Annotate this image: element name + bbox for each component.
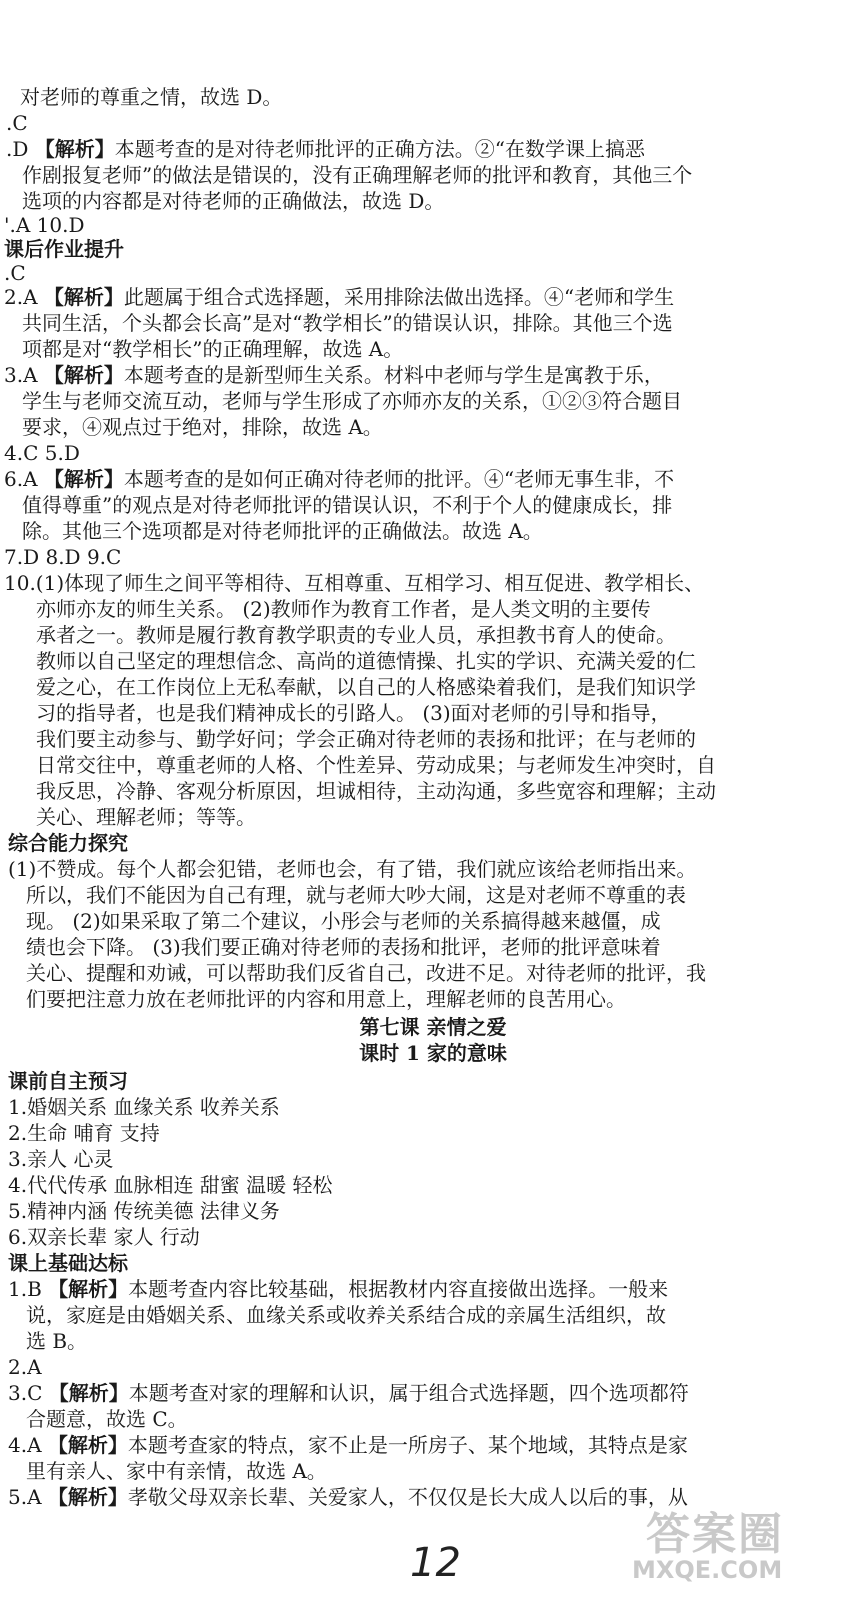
text-line: 所以，我们不能因为自己有理，就与老师大吵大闹，这是对老师不尊重的表 bbox=[26, 883, 686, 907]
watermark-logo bbox=[620, 1498, 860, 1598]
text-line: 里有亲人、家中有亲情，故选 A。 bbox=[26, 1459, 327, 1483]
text-line: 我反思，冷静、客观分析原因，坦诚相待，主动沟通，多些宽容和理解；主动 bbox=[36, 779, 716, 803]
text-line: 4.代代传承 血脉相连 甜蜜 温暖 轻松 bbox=[8, 1173, 333, 1197]
analysis-tag: 【解析】 bbox=[47, 1485, 128, 1509]
text-line: 7.D 8.D 9.C bbox=[4, 545, 122, 569]
text-line: 4.A 【解析】本题考查家的特点，家不止是一所房子、某个地域，其特点是家 bbox=[8, 1433, 688, 1457]
text-line: 习的指导者，也是我们精神成长的引路人。 (3)面对老师的引导和指导， bbox=[36, 701, 671, 725]
text-line: 们要把注意力放在老师批评的内容和用意上，理解老师的良苦用心。 bbox=[26, 987, 626, 1011]
text-line: 关心、理解老师；等等。 bbox=[36, 805, 256, 829]
text-line: 关心、提醒和劝诫，可以帮助我们反省自己，改进不足。对待老师的批评，我 bbox=[26, 961, 706, 985]
section-heading: 课后作业提升 bbox=[4, 237, 124, 261]
section-heading: 课上基础达标 bbox=[8, 1251, 128, 1275]
text-line: 要求，④观点过于绝对，排除，故选 A。 bbox=[22, 415, 383, 439]
text-line: 除。其他三个选项都是对待老师批评的正确做法。故选 A。 bbox=[22, 519, 543, 543]
analysis-tag: 【解析】 bbox=[47, 1433, 128, 1457]
text-line: 教师以自己坚定的理想信念、高尚的道德情操、扎实的学识、充满关爱的仁 bbox=[36, 649, 696, 673]
section-heading: 综合能力探究 bbox=[8, 831, 128, 855]
text-line: (1)不赞成。每个人都会犯错，老师也会，有了错，我们就应该给老师指出来。 bbox=[8, 857, 697, 881]
text-line: .C bbox=[4, 261, 26, 285]
text-line: 选 B。 bbox=[26, 1329, 88, 1353]
text-line: 1.B 【解析】本题考查内容比较基础，根据教材内容直接做出选择。一般来 bbox=[8, 1277, 669, 1301]
text-line: 选项的内容都是对待老师的正确做法，故选 D。 bbox=[22, 189, 445, 213]
text-line: 6.A 【解析】本题考查的是如何正确对待老师的批评。④“老师无事生非，不 bbox=[4, 467, 675, 491]
text-line: 爱之心，在工作岗位上无私奉献，以自己的人格感染着我们，是我们知识学 bbox=[36, 675, 696, 699]
text-line: 4.C 5.D bbox=[4, 441, 80, 465]
watermark-url: MXQE.COM bbox=[632, 1556, 783, 1584]
text-line: 作剧报复老师”的做法是错误的，没有正确理解老师的批评和教育，其他三个 bbox=[22, 163, 693, 187]
text-line: 现。 (2)如果采取了第二个建议，小彤会与老师的关系搞得越来越僵，成 bbox=[26, 909, 661, 933]
text-line: 说，家庭是由婚姻关系、血缘关系或收养关系结合成的亲属生活组织，故 bbox=[26, 1303, 666, 1327]
text-line: .D 【解析】本题考查的是对待老师批评的正确方法。②“在数学课上搞恶 bbox=[6, 137, 645, 161]
text-line: 日常交往中，尊重老师的人格、个性差异、劳动成果；与老师发生冲突时，自 bbox=[36, 753, 716, 777]
text-line: 10.(1)体现了师生之间平等相待、互相尊重、互相学习、相互促进、教学相长、 bbox=[4, 571, 705, 595]
analysis-tag: 【解析】 bbox=[43, 285, 124, 309]
text-line: '.A 10.D bbox=[4, 213, 85, 237]
text-line: 3.C 【解析】本题考查对家的理解和认识，属于组合式选择题，四个选项都符 bbox=[8, 1381, 689, 1405]
analysis-tag: 【解析】 bbox=[48, 1381, 129, 1405]
text-line: 亦师亦友的师生关系。 (2)教师作为教育工作者，是人类文明的主要传 bbox=[36, 597, 651, 621]
analysis-tag: 【解析】 bbox=[34, 137, 115, 161]
text-line: 2.A bbox=[8, 1355, 42, 1379]
analysis-tag: 【解析】 bbox=[43, 467, 124, 491]
page-number: 12 bbox=[410, 1540, 461, 1586]
text-line: 合题意，故选 C。 bbox=[26, 1407, 188, 1431]
text-line: 共同生活，个头都会长高”是对“教学相长”的错误认识，排除。其他三个选 bbox=[22, 311, 673, 335]
text-line: 我们要主动参与、勤学好问；学会正确对待老师的表扬和批评；在与老师的 bbox=[36, 727, 696, 751]
text-line: 承者之一。教师是履行教育教学职责的专业人员，承担教书育人的使命。 bbox=[36, 623, 676, 647]
text-line: 2.生命 哺育 支持 bbox=[8, 1121, 160, 1145]
text-line: 绩也会下降。 (3)我们要正确对待老师的表扬和批评，老师的批评意味着 bbox=[26, 935, 661, 959]
text-line: 学生与老师交流互动，老师与学生形成了亦师亦友的关系，①②③符合题目 bbox=[22, 389, 682, 413]
text-line: .C bbox=[6, 111, 28, 135]
analysis-tag: 【解析】 bbox=[43, 363, 124, 387]
text-line: 5.精神内涵 传统美德 法律义务 bbox=[8, 1199, 280, 1223]
section-heading: 课前自主预习 bbox=[8, 1069, 128, 1093]
text-line: 5.A 【解析】孝敬父母双亲长辈、关爱家人，不仅仅是长大成人以后的事，从 bbox=[8, 1485, 688, 1509]
text-line: 2.A 【解析】此题属于组合式选择题，采用排除法做出选择。④“老师和学生 bbox=[4, 285, 675, 309]
text-line: 3.亲人 心灵 bbox=[8, 1147, 114, 1171]
lesson-subtitle: 课时 1 家的意味 bbox=[359, 1041, 507, 1065]
text-line: 3.A 【解析】本题考查的是新型师生关系。材料中老师与学生是寓教于乐， bbox=[4, 363, 664, 387]
analysis-tag: 【解析】 bbox=[48, 1277, 129, 1301]
lesson-title: 第七课 亲情之爱 bbox=[359, 1015, 507, 1039]
text-line: 项都是对“教学相长”的正确理解，故选 A。 bbox=[22, 337, 404, 361]
watermark-logo-text: 答案圈 bbox=[646, 1509, 784, 1560]
text-line: 值得尊重”的观点是对待老师批评的错误认识，不利于个人的健康成长，排 bbox=[22, 493, 673, 517]
text-line: 6.双亲长辈 家人 行动 bbox=[8, 1225, 200, 1249]
text-line: 对老师的尊重之情，故选 D。 bbox=[20, 85, 283, 109]
text-line: 1.婚姻关系 血缘关系 收养关系 bbox=[8, 1095, 280, 1119]
